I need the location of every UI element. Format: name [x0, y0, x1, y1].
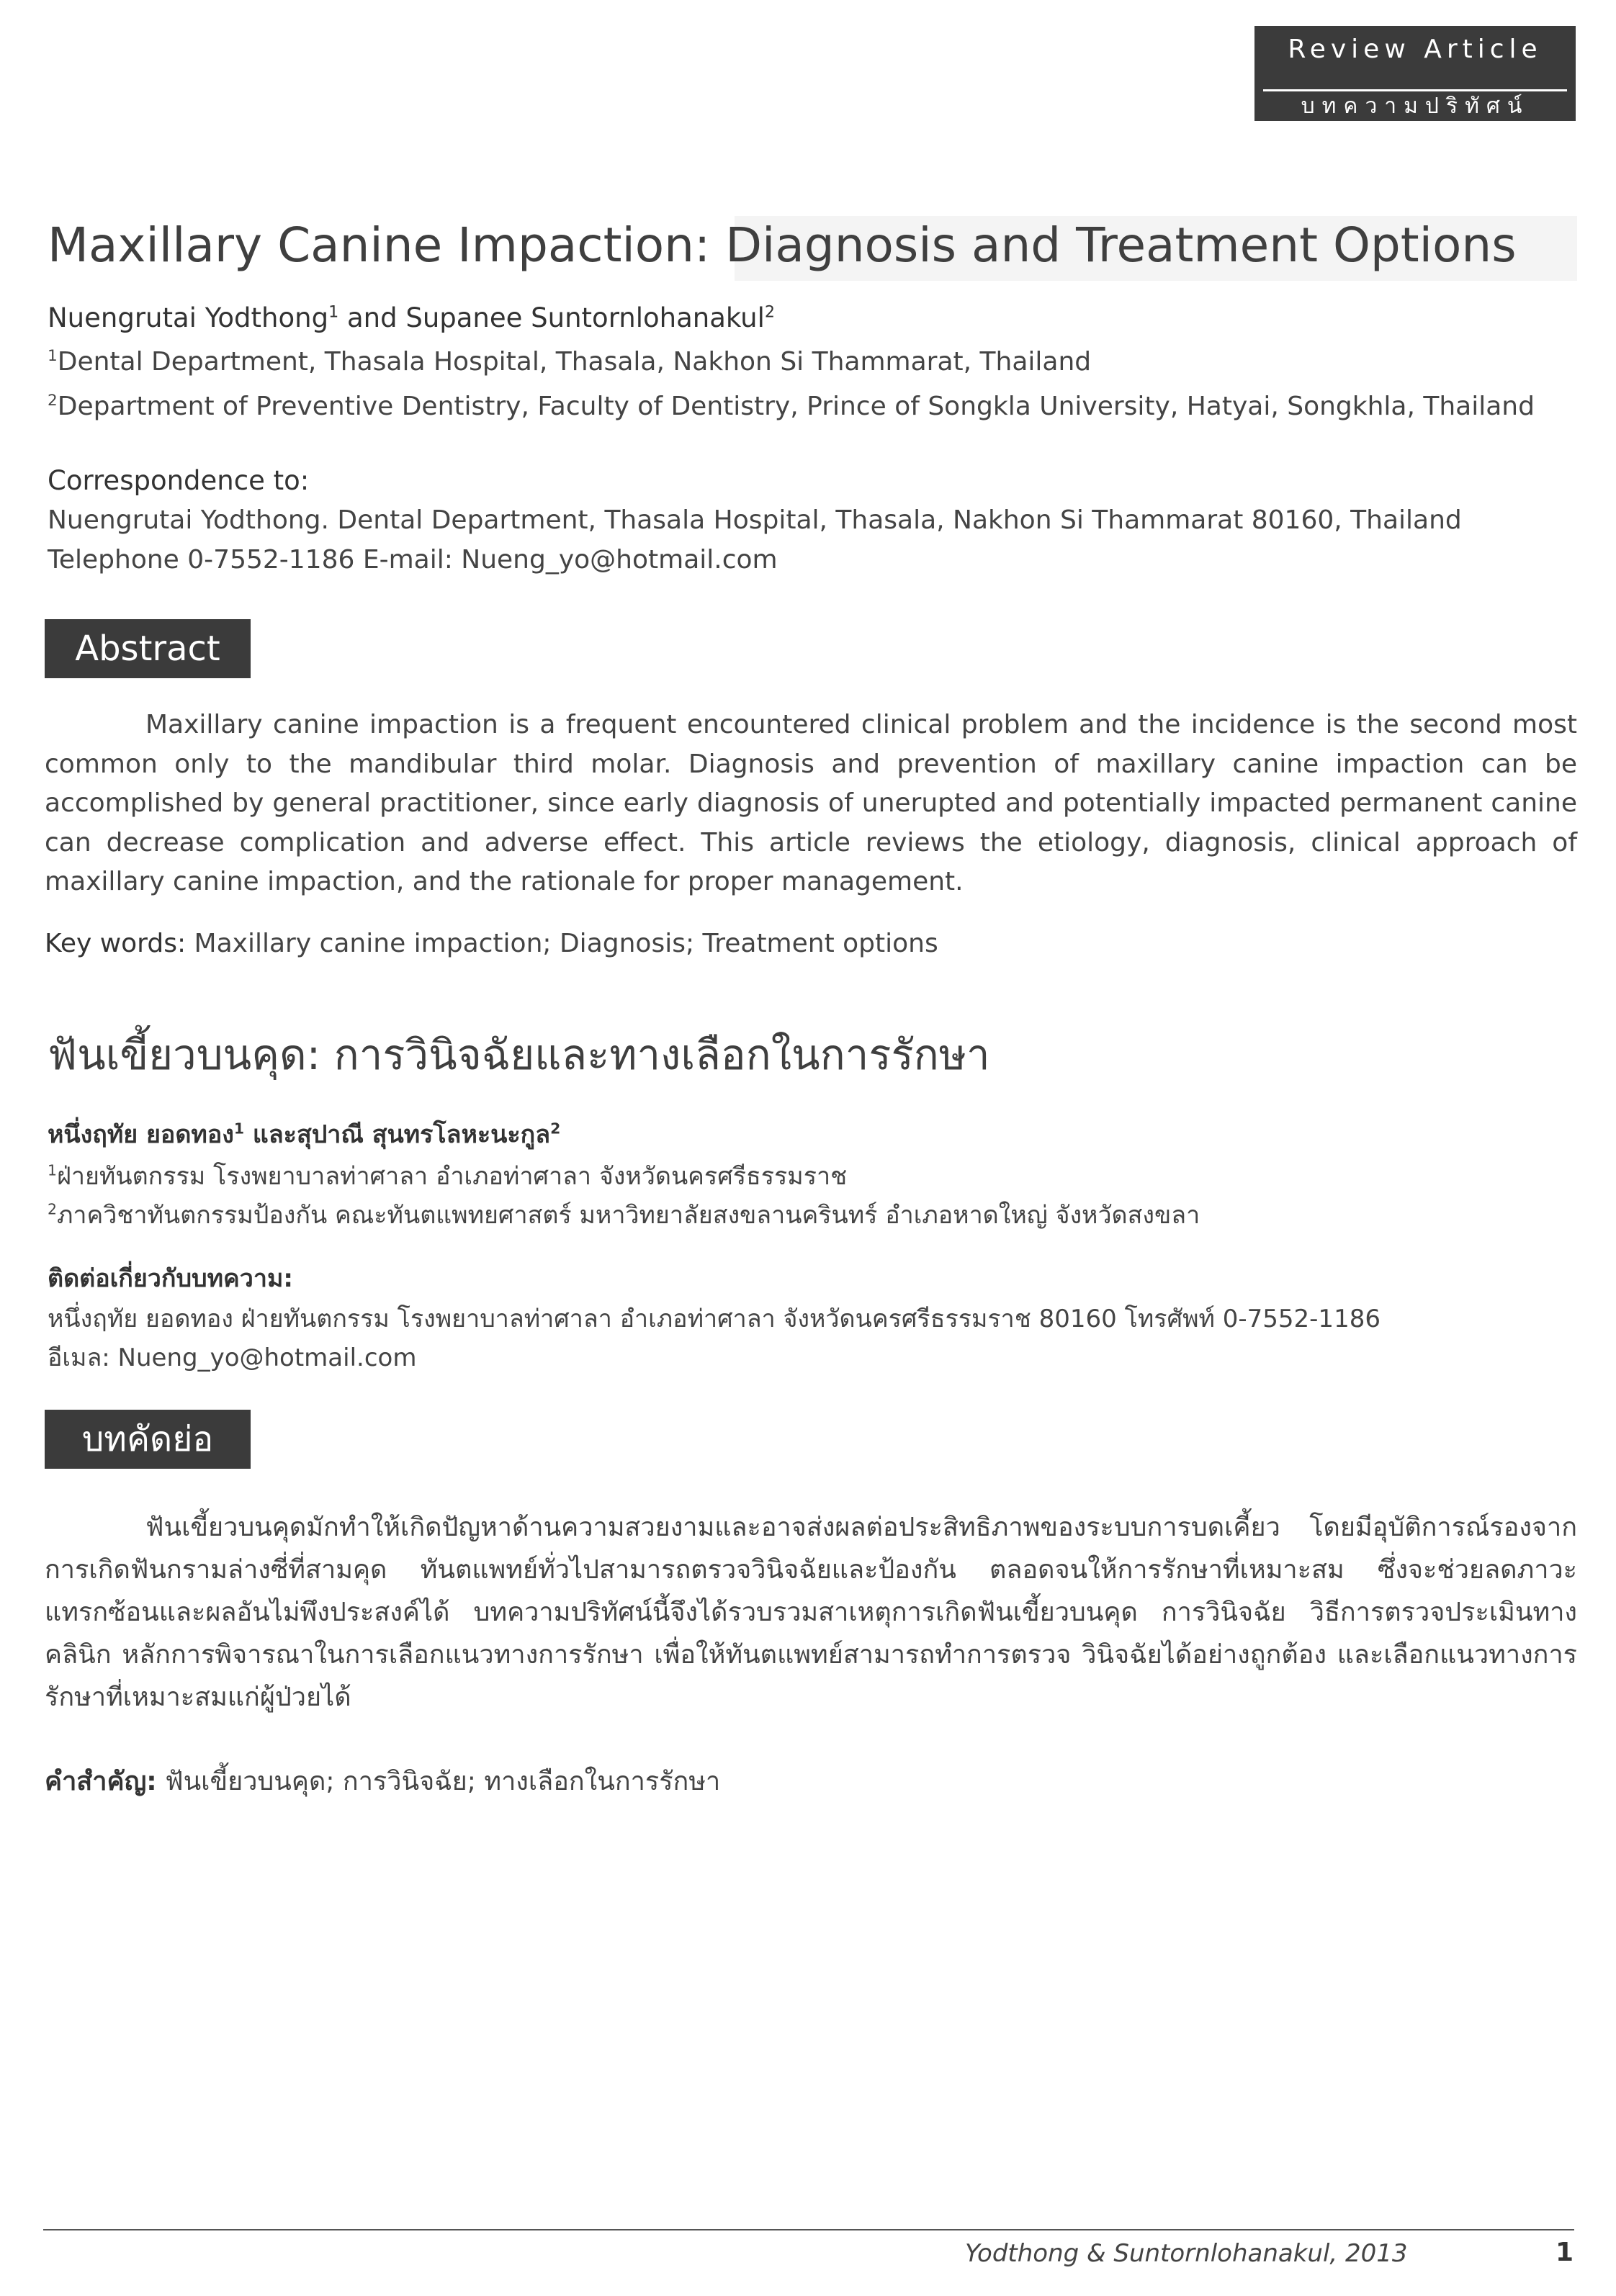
author-affil-marker: 2 — [764, 302, 776, 322]
author-name: Supanee Suntornlohanakul — [405, 302, 765, 333]
article-type-th: บทความปริทัศน์ — [1301, 94, 1530, 119]
thai-author-name: สุปาณี สุนทรโลหะนะกูล — [296, 1120, 551, 1149]
page-number: 1 — [1556, 2238, 1574, 2267]
footer-rule — [43, 2229, 1574, 2230]
thai-affiliation-marker: 2 — [48, 1200, 57, 1218]
thai-paper-title: ฟันเขี้ยวบนคุด: การวินิจฉัยและทางเลือกในการรักษา — [48, 1030, 990, 1079]
thai-affiliation-text: ภาควิชาทันตกรรมป้องกัน คณะทันตแพทยศาสตร์ มหาวิทยาลัยสงขลานครินทร์ อำเภอหาดใหญ่ จังหวัดสงขลา — [56, 1201, 1200, 1230]
keywords-label: Key words: — [45, 929, 187, 958]
thai-author-affil-marker: 2 — [550, 1120, 561, 1138]
affiliation-text: Dental Department, Thasala Hospital, Thasala, Nakhon Si Thammarat, Thailand — [57, 347, 1092, 377]
thai-affiliation-1 — [48, 1156, 847, 1195]
correspondence-contact: Telephone 0-7552-1186 E-mail: Nueng_yo@hotmail.com — [48, 545, 778, 575]
article-type-en: Review Article — [1288, 35, 1543, 64]
article-type-badge — [1254, 26, 1576, 121]
thai-abstract-heading: บทคัดย่อ — [45, 1410, 251, 1469]
affiliation-marker: 1 — [48, 347, 58, 365]
keywords-line — [45, 929, 938, 958]
thai-affiliation-marker: 1 — [48, 1161, 57, 1179]
affiliation-text: Department of Preventive Dentistry, Faculty of Dentistry, Prince of Songkla University, Hatyai, Songkhla, Thailand — [57, 392, 1535, 421]
author-name: Nuengrutai Yodthong — [48, 302, 329, 333]
thai-correspondence-email: อีเมล: Nueng_yo@hotmail.com — [48, 1343, 417, 1372]
thai-author-conjunction: และ — [244, 1120, 297, 1149]
correspondence-heading: Correspondence to: — [48, 465, 310, 496]
affiliation-marker: 2 — [48, 392, 58, 410]
thai-author-affil-marker: 1 — [233, 1120, 245, 1138]
affiliation-2 — [48, 392, 1535, 421]
author-affil-marker: 1 — [328, 302, 339, 322]
thai-author-line — [48, 1115, 560, 1153]
badge-divider — [1263, 89, 1567, 91]
thai-keywords-label: คำสำคัญ: — [45, 1767, 157, 1796]
thai-affiliation-text: ฝ่ายทันตกรรม โรงพยาบาลท่าศาลา อำเภอท่าศาลา จังหวัดนครศรีธรรมราช — [56, 1162, 848, 1191]
thai-author-name: หนึ่งฤทัย ยอดทอง — [48, 1120, 234, 1149]
keywords-text: Maxillary canine impaction; Diagnosis; Treatment options — [186, 929, 938, 958]
correspondence-address: Nuengrutai Yodthong. Dental Department, Thasala Hospital, Thasala, Nakhon Si Thammarat 80160, Thailand — [48, 505, 1462, 535]
thai-correspondence-heading: ติดต่อเกี่ยวกับบทความ: — [48, 1264, 293, 1293]
thai-keywords-text: ฟันเขี้ยวบนคุด; การวินิจฉัย; ทางเลือกในการรักษา — [156, 1767, 721, 1796]
author-line — [48, 302, 775, 333]
paper-title: Maxillary Canine Impaction: Diagnosis and Treatment Options — [48, 217, 1517, 273]
thai-correspondence-address: หนึ่งฤทัย ยอดทอง ฝ่ายทันตกรรม โรงพยาบาลท่าศาลา อำเภอท่าศาลา จังหวัดนครศรีธรรมราช 80160 โทรศัพท์ 0-7552-1186 — [48, 1305, 1381, 1333]
abstract-heading: Abstract — [45, 619, 251, 678]
thai-keywords-line — [45, 1760, 720, 1801]
affiliation-1 — [48, 347, 1091, 377]
abstract-text: Maxillary canine impaction is a frequent encountered clinical problem and the incidence is the second most common only to the mandibular third molar. Diagnosis and prevention of maxillary canine impaction can be accomplished by general practitioner, since early diagnosis of unerupted and potentially impacted permanent canine can decrease complication and adverse effect. This article reviews the etiology, diagnosis, clinical approach of maxillary canine impaction, and the rationale for proper management. — [45, 710, 1577, 896]
thai-abstract-text: ฟันเขี้ยวบนคุดมักทำให้เกิดปัญหาด้านความสวยงามและอาจส่งผลต่อประสิทธิภาพของระบบการบดเคี้ยว โดยมีอุบัติการณ์รองจากการเกิดฟันกรามล่างซี่ที่สามคุด ทันตแพทย์ทั่วไปสามารถตรวจวินิจฉัยและป้องกัน ตลอดจนให้การรักษาที่เหมาะสม ซึ่งจะช่วยลดภาวะแทรกซ้อนและผลอันไม่พึงประสงค์ได้ บทความปริทัศน์นี้จึงได้รวบรวมสาเหตุการเกิดฟันเขี้ยวบนคุด การวินิจฉัย วิธีการตรวจประเมินทางคลินิก หลักการพิจารณาในการเลือกแนวทางการรักษา เพื่อให้ทันตแพทย์สามารถทำการตรวจ วินิจฉัยได้อย่างถูกต้อง และเลือกแนวทางการรักษาที่เหมาะสมแก่ผู้ป่วยได้ — [45, 1513, 1577, 1712]
author-conjunction: and — [338, 302, 406, 333]
running-head: Yodthong & Suntornlohanakul, 2013 — [965, 2239, 1408, 2268]
thai-affiliation-2 — [48, 1195, 1200, 1234]
